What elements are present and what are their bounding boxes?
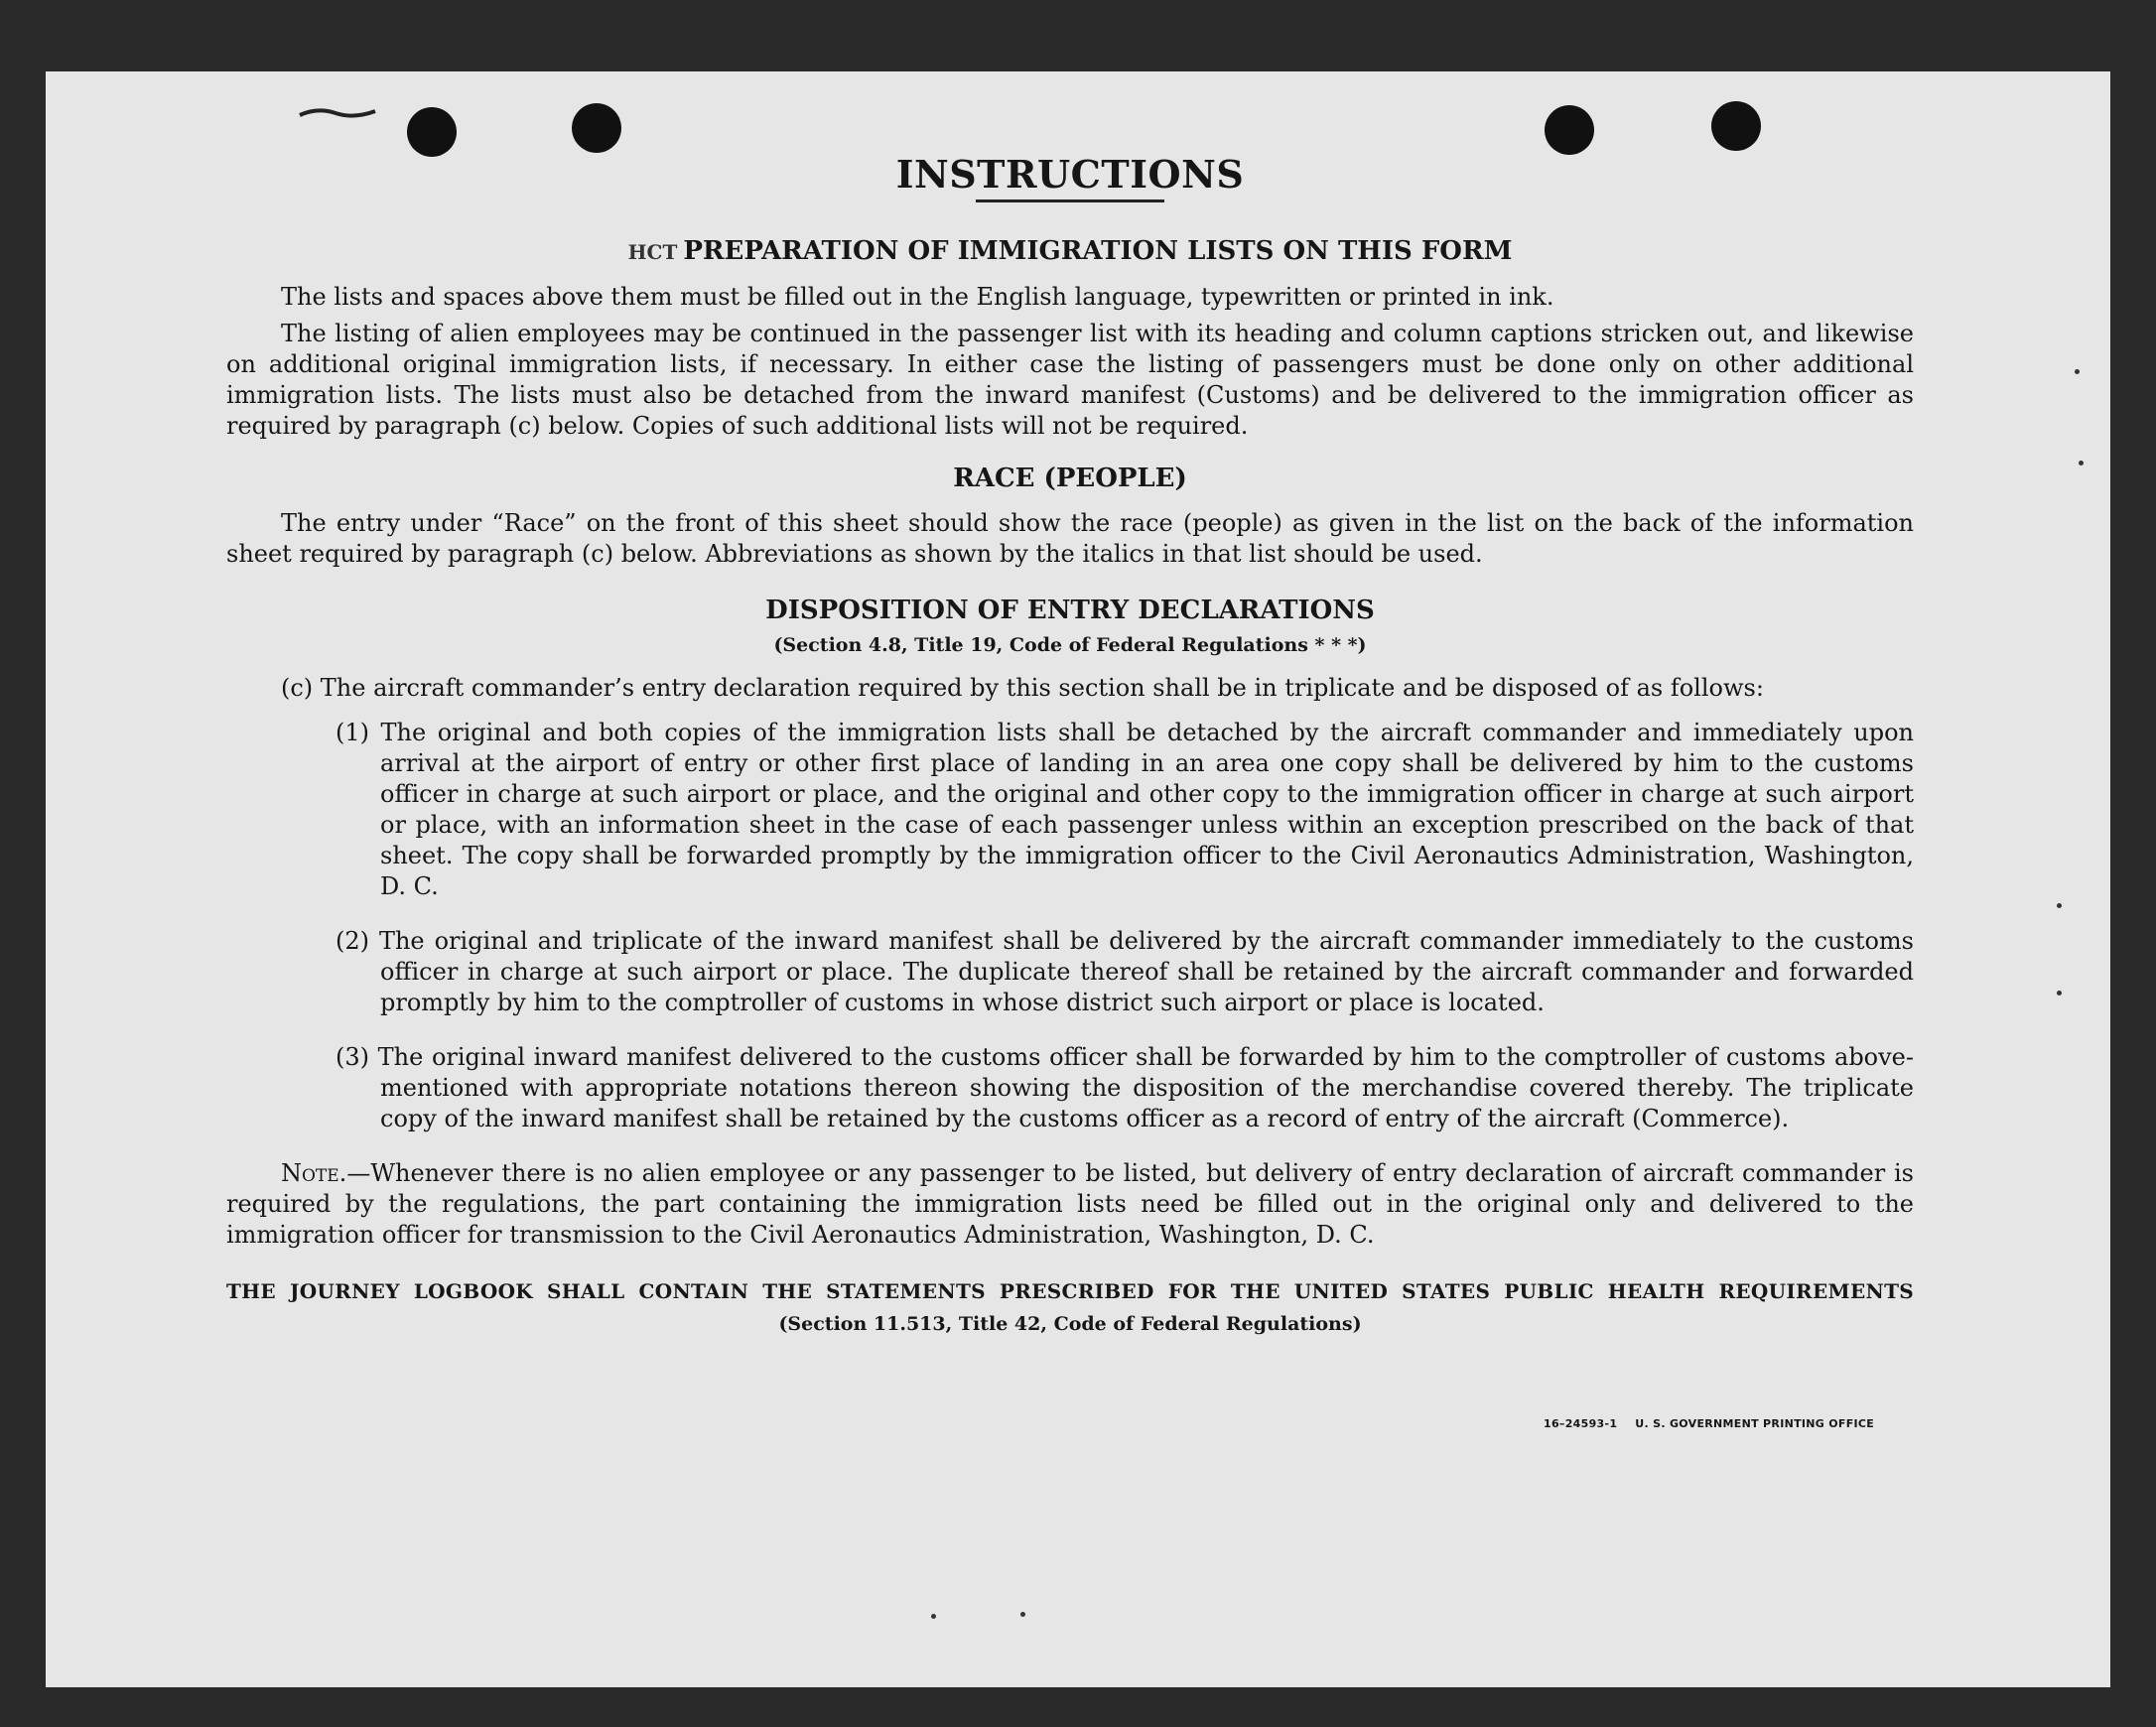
punch-hole bbox=[572, 103, 621, 153]
list-item: (1) The original and both copies of the immigration lists shall be detached by the aircraft commander and immediately upon arrival at the airport of entry or other first place of landing in an area one copy shall be delivered by him to the customs officer in charge at such airport or place, and the original and other copy to the immigration officer in charge at such airport or place, with an information sheet in the case of each passenger unless within an exception prescribed on the back of that sheet. The copy shall be forwarded promptly by the immigration officer to the Civil Aeronautics Administration, Washington, D. C. bbox=[336, 719, 1914, 900]
printer-name: U. S. GOVERNMENT PRINTING OFFICE bbox=[1635, 1417, 1875, 1430]
disposition-citation: (Section 4.8, Title 19, Code of Federal Regulations * * *) bbox=[773, 634, 1367, 656]
instructions-body bbox=[226, 152, 1914, 1340]
margin-annotation: HCT bbox=[627, 240, 678, 264]
punch-hole bbox=[1711, 101, 1761, 151]
health-citation: (Section 11.513, Title 42, Code of Federal Regulations) bbox=[778, 1313, 1362, 1335]
paper-speck bbox=[2057, 903, 2062, 908]
note-label: Note. bbox=[281, 1159, 347, 1187]
paper-speck bbox=[2057, 991, 2062, 996]
paper-speck bbox=[931, 1614, 936, 1619]
printer-imprint bbox=[1544, 1417, 1874, 1430]
preparation-heading: HCT PREPARATION OF IMMIGRATION LISTS ON THIS FORM bbox=[627, 236, 1513, 266]
paragraph-c-intro: (c) The aircraft commander’s entry declaration required by this section shall be in triplicate and be disposed of as follows: bbox=[281, 674, 1764, 702]
punch-hole bbox=[1545, 105, 1594, 155]
list-item: (3) The original inward manifest delivered to the customs officer shall be forwarded by him to the comptroller of customs above-mentioned with appropriate notations thereon showing the disposition of the merchandise covered thereby. The triplicate copy of the inward manifest shall be retained by the customs officer as a record of entry of the aircraft (Commerce). bbox=[336, 1043, 1914, 1132]
punch-hole bbox=[407, 107, 457, 157]
note-text: —Whenever there is no alien employee or any passenger to be listed, but delivery of entry declaration of aircraft commander is required by the regulations, the part containing the immigration lists need be filled out in the original only and delivered to the immigration officer for transmission to the Civil Aeronautics Administration, Washington, D. C. bbox=[226, 1159, 1914, 1249]
race-paragraph: The entry under “Race” on the front of this sheet should show the race (people) as given in the list on the back of the information sheet required by paragraph (c) below. Abbreviations as shown by the italics in that list should be used. bbox=[226, 509, 1914, 568]
title-underline bbox=[976, 199, 1164, 202]
paper-speck bbox=[1020, 1612, 1025, 1617]
disposition-heading: DISPOSITION OF ENTRY DECLARATIONS bbox=[765, 596, 1375, 625]
race-heading: RACE (PEOPLE) bbox=[953, 464, 1187, 493]
paper-speck bbox=[2079, 461, 2084, 465]
list-item: (2) The original and triplicate of the inward manifest shall be delivered by the aircraft commander immediately to the customs officer in charge at such airport or place. The duplicate thereof shall be retained by the aircraft commander and forwarded promptly by him to the comptroller of customs in whose district such airport or place is located. bbox=[336, 927, 1914, 1016]
form-number: 16–24593-1 bbox=[1544, 1417, 1618, 1430]
page-title: INSTRUCTIONS bbox=[895, 152, 1245, 197]
preparation-paragraph-1: The lists and spaces above them must be filled out in the English language, typewritten or printed in ink. bbox=[281, 283, 1554, 311]
note-paragraph bbox=[226, 1158, 1914, 1251]
paper-speck bbox=[2075, 369, 2080, 374]
preparation-paragraph-2: The listing of alien employees may be continued in the passenger list with its heading and column captions stricken out, and likewise on additional original immigration lists, if necessary. In either case the listing of passengers must be done only on other additional immigration lists. The lists must also be detached from the inward manifest (Customs) and be delivered to the immigration officer as required by paragraph (c) below. Copies of such additional lists will not be required. bbox=[226, 320, 1914, 440]
handwritten-mark bbox=[298, 103, 387, 121]
health-statement: THE JOURNEY LOGBOOK SHALL CONTAIN THE STATEMENTS PRESCRIBED FOR THE UNITED STATES PUBLIC HEALTH REQUIREMENTS bbox=[226, 1279, 1914, 1303]
